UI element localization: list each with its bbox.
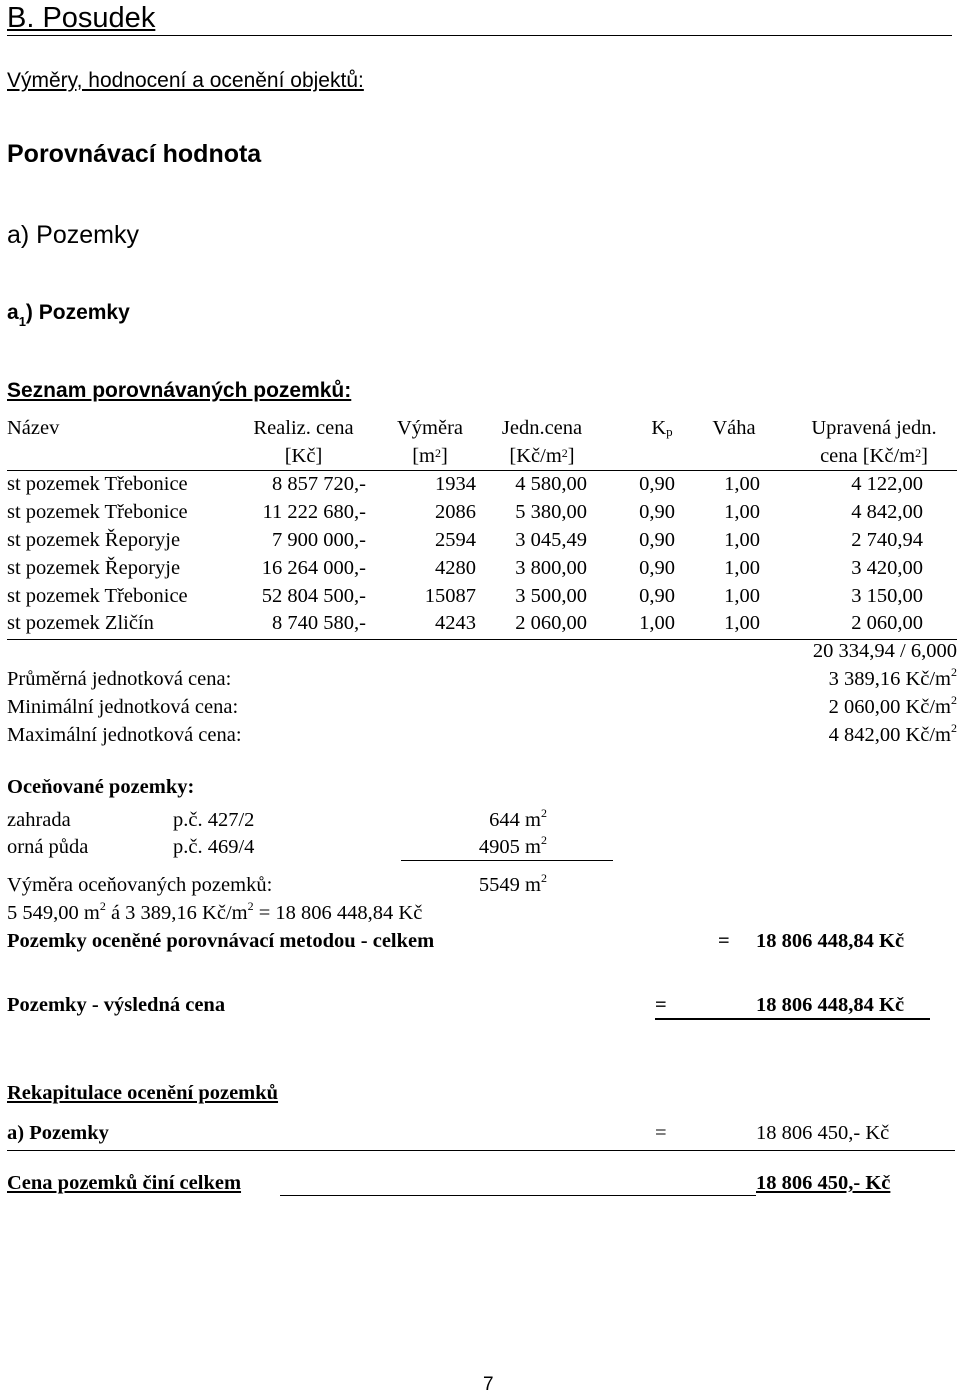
total-area-value: 5549 $m^2$ [478,871,547,896]
recap-item-eq: = [655,1122,667,1144]
section-title: B. Posudek [7,2,156,34]
result-underline [655,1018,930,1020]
recap-item-value: 18 806 450,- Kč [756,1122,890,1144]
subtitle: Výměry, hodnocení a ocenění objektů: [7,69,364,92]
header-price: Realiz. cena [Kč] [253,417,354,467]
parcel-area: 4905 $m^2$ [478,833,547,858]
max-label: Maximální jednotková cena: [7,724,242,746]
recap-total-underline [280,1195,756,1196]
avg-label: Průměrná jednotková cena: [7,668,232,690]
sum-value: 20 334,94 / 6,000 [812,640,957,662]
valued-title: Oceňované pozemky: [7,776,195,798]
heading-a1: $a_1$) Pozemky [7,301,130,329]
header-adjusted: Upravená jedn. cena $[Kč/m^2]$ [811,417,937,467]
list-item: zahrada [7,809,71,831]
header-unit-price: Jedn.cena $[Kč/m^2]$ [501,417,583,467]
heading-comparative: Porovnávací hodnota [7,140,262,168]
calculation-line: 5 549,00 $m^2$ á 3 389,16 $Kč/m^2 = 18$ 806 448,84 Kč [7,899,423,924]
priced-label: Pozemky oceněné porovnávací metodou - celkem [7,930,435,952]
result-label: Pozemky - výsledná cena [7,994,226,1016]
result-eq: = [655,994,667,1016]
recap-item-label: a) Pozemky [7,1122,109,1144]
list-item: orná půda [7,836,89,858]
title-rule [7,35,952,36]
header-name: Název [7,417,60,439]
header-kp: $K_p$ [651,417,673,439]
table-row: st pozemek Třebonice 52 804 500,- 15087 3 500,00 0,90 1,00 3 150,00 [7,585,923,607]
table-row: st pozemek Třebonice 11 222 680,- 2086 5 380,00 0,90 1,00 4 842,00 [7,501,923,523]
parcel-number: p.č. 427/2 [173,809,255,831]
recap-total-label: Cena pozemků činí celkem [7,1172,242,1194]
max-value: 4 842,00 $Kč/m^2$ [828,721,957,746]
header-area: Výměra $[m^2]$ [396,417,464,467]
list-title: Seznam porovnávaných pozemků: [7,379,352,402]
table-row: st pozemek Třebonice 8 857 720,- 1934 4 580,00 0,90 1,00 4 122,00 [7,473,923,495]
min-label: Minimální jednotková cena: [7,696,239,718]
total-area-label: Výměra oceňovaných pozemků: [7,874,273,896]
result-value: 18 806 448,84 Kč [756,994,905,1016]
priced-eq: = [718,930,730,952]
parcel-area: 644 $m^2$ [489,806,547,831]
min-value: 2 060,00 $Kč/m^2$ [828,693,957,718]
page-number: 7 [483,1374,494,1395]
table-row: st pozemek Řeporyje 16 264 000,- 4280 3 800,00 0,90 1,00 3 420,00 [7,557,923,579]
heading-a: a) Pozemky [7,221,139,249]
avg-value: 3 389,16 $Kč/m^2$ [828,665,957,690]
header-weight: Váha [712,417,756,439]
priced-value: 18 806 448,84 Kč [756,930,905,952]
recap-rule [7,1150,955,1151]
recap-title: Rekapitulace ocenění pozemků [7,1082,279,1104]
parcel-number: p.č. 469/4 [173,836,255,858]
table-row: st pozemek Řeporyje 7 900 000,- 2594 3 045,49 0,90 1,00 2 740,94 [7,529,923,551]
table-row: st pozemek Zličín 8 740 580,- 4243 2 060,00 1,00 1,00 2 060,00 [7,612,923,634]
recap-total-value: 18 806 450,- Kč [756,1172,891,1194]
table-header-rule [7,470,957,471]
parcel-sum-rule [401,860,613,861]
